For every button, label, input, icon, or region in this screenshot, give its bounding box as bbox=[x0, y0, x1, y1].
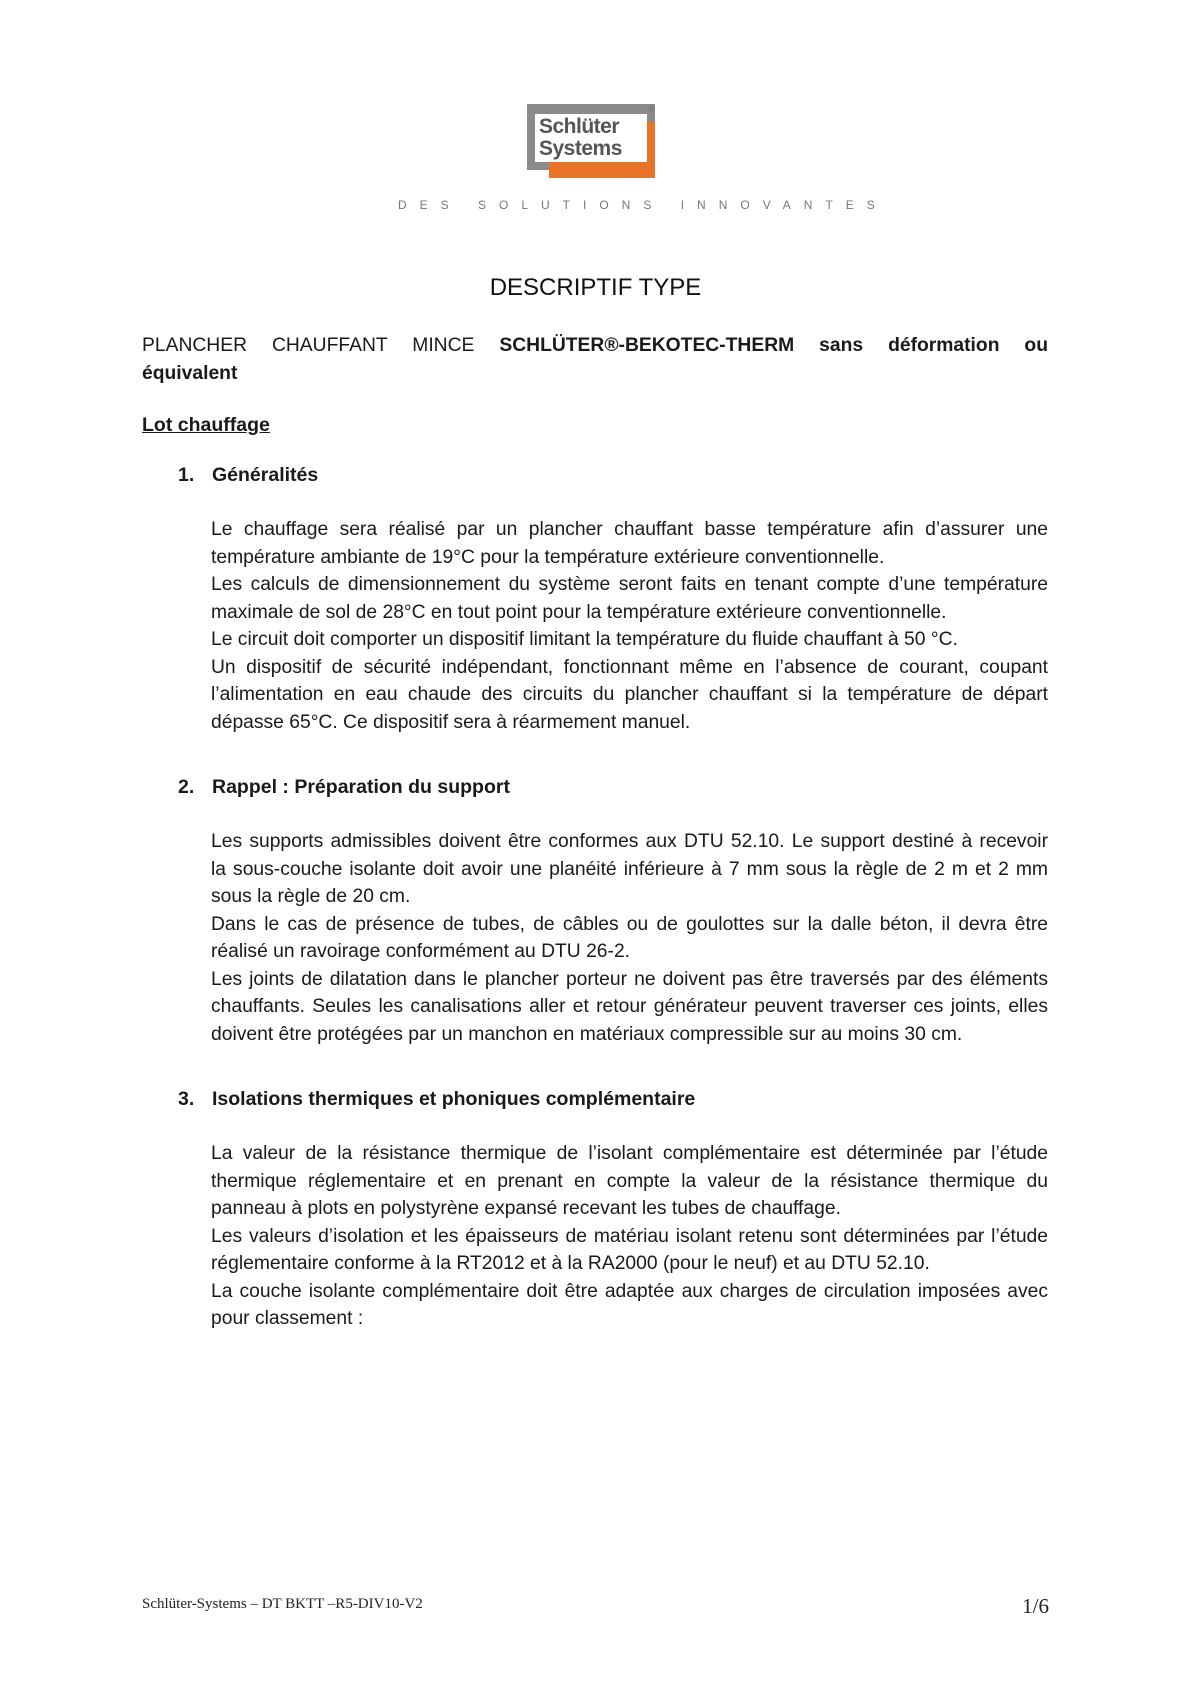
intro-bold: SCHLÜTER®-BEKOTEC-THERM sans déformation ou bbox=[499, 335, 1048, 356]
intro-paragraph bbox=[142, 332, 1048, 387]
text-line: Le circuit doit comporter un dispositif limitant la température du fluide chauffant à 50 °C. bbox=[211, 629, 958, 650]
text-line: Dans le cas de présence de tubes, de câbles ou de goulottes sur la dalle béton, il devra être bbox=[211, 913, 1048, 935]
text-line: doivent être protégées par un manchon en matériaux compressible sur au moins 30 cm. bbox=[211, 1023, 963, 1045]
intro-plain: PLANCHER CHAUFFANT MINCE bbox=[142, 335, 500, 356]
text-line: La valeur de la résistance thermique de l’isolant complémentaire est déterminée par l’étude bbox=[211, 1143, 1048, 1164]
section-number: 3. bbox=[178, 1088, 195, 1110]
text-line: Les joints de dilatation dans le plancher porteur ne doivent pas être traversés par des éléments bbox=[211, 968, 1048, 990]
section-1-heading bbox=[178, 464, 318, 487]
text-line: Un dispositif de sécurité indépendant, fonctionnant même en l’absence de courant, coupant bbox=[211, 656, 1048, 678]
text-line: thermique réglementaire et en prenant en compte la valeur de la résistance thermique du bbox=[211, 1170, 1048, 1192]
section-title: Rappel : Préparation du support bbox=[212, 776, 510, 798]
section-2-heading bbox=[178, 776, 510, 799]
page-number: 1/6 bbox=[1022, 1594, 1049, 1618]
text-line: l’alimentation en eau chaude des circuits du plancher chauffant si la température de départ bbox=[211, 684, 1048, 705]
text-line: température ambiante de 19°C pour la température extérieure conventionnelle. bbox=[211, 546, 885, 568]
text-line: réglementaire conforme à la RT2012 et à la RA2000 (pour le neuf) et au DTU 52.10. bbox=[211, 1253, 930, 1274]
section-3-heading bbox=[178, 1088, 695, 1111]
footer-reference: Schlüter-Systems – DT BKTT –R5-DIV10-V2 bbox=[142, 1596, 423, 1612]
text-line: La couche isolante complémentaire doit être adaptée aux charges de circulation imposées avec bbox=[211, 1280, 1048, 1302]
text-line: chauffants. Seules les canalisations aller et retour générateur peuvent traverser ces joints, elles bbox=[211, 996, 1048, 1017]
section-1-body bbox=[211, 516, 1048, 736]
schluter-logo bbox=[527, 104, 657, 178]
section-title: Isolations thermiques et phoniques complémentaire bbox=[212, 1088, 696, 1110]
logo-registered-mark: ® bbox=[648, 104, 655, 114]
text-line: panneau à plots en polystyrène expansé recevant les tubes de chauffage. bbox=[211, 1198, 841, 1219]
section-number: 1. bbox=[178, 464, 195, 486]
text-line: Les calculs de dimensionnement du système seront faits en tenant compte d’une température bbox=[211, 574, 1048, 595]
document-title: DESCRIPTIF TYPE bbox=[489, 274, 702, 301]
logo-text: Schlüter Systems bbox=[539, 115, 622, 160]
text-line: la sous-couche isolante doit avoir une planéité inférieure à 7 mm sous la règle de 2 m et 2 mm bbox=[211, 858, 1048, 880]
section-2-body bbox=[211, 828, 1048, 1048]
text-line: pour classement : bbox=[211, 1308, 364, 1329]
text-line: Les valeurs d’isolation et les épaisseurs de matériau isolant retenu sont déterminées par l’étude bbox=[211, 1225, 1048, 1247]
section-number: 2. bbox=[178, 776, 195, 798]
text-line: sous la règle de 20 cm. bbox=[211, 886, 411, 907]
lot-heading: Lot chauffage bbox=[142, 414, 270, 436]
section-title: Généralités bbox=[212, 464, 319, 486]
text-line: dépasse 65°C. Ce dispositif sera à réarmement manuel. bbox=[211, 711, 691, 733]
tagline: DES SOLUTIONS INNOVANTES bbox=[398, 198, 888, 212]
text-line: maximale de sol de 28°C en tout point pour la température extérieure conventionnelle. bbox=[211, 601, 947, 623]
text-line: Les supports admissibles doivent être conformes aux DTU 52.10. Le support destiné à recevoir bbox=[211, 831, 1048, 852]
intro-bold-2: équivalent bbox=[142, 362, 238, 384]
text-line: Le chauffage sera réalisé par un plancher chauffant basse température afin d’assurer une bbox=[211, 519, 1048, 540]
text-line: réalisé un ravoirage conformément au DTU 26-2. bbox=[211, 941, 631, 962]
section-3-body bbox=[211, 1140, 1048, 1333]
